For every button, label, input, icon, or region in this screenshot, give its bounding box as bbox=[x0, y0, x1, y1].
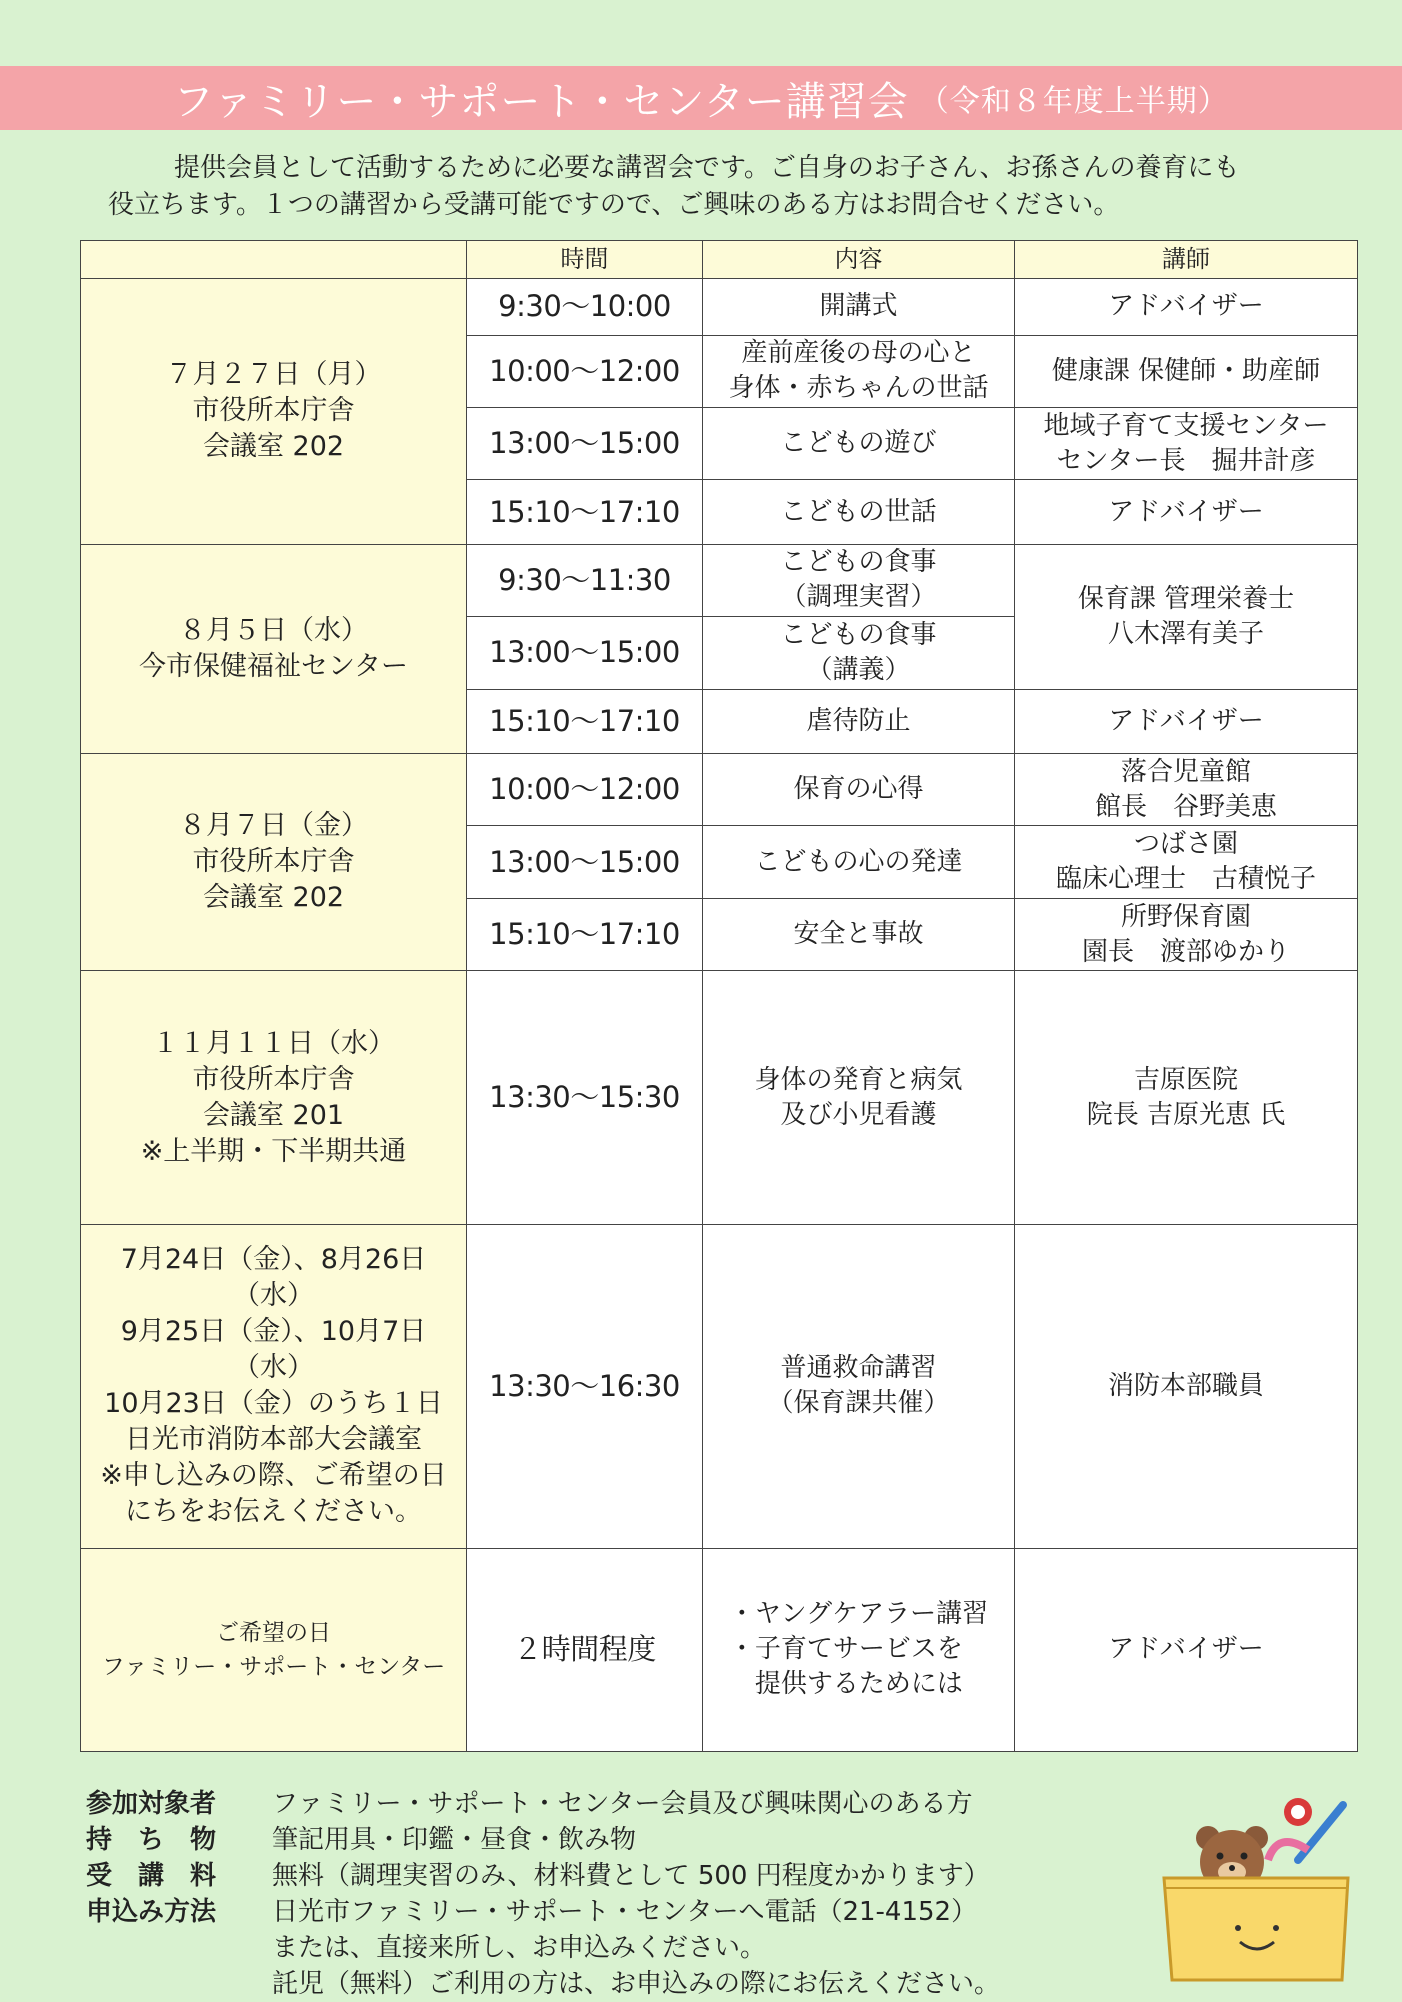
session-lecturer-line: 所野保育園 bbox=[1120, 901, 1251, 932]
session-date-line: ご希望の日 bbox=[216, 1619, 331, 1646]
footer-value: ファミリー・サポート・センター会員及び興味関心のある方 bbox=[272, 1789, 973, 1819]
footer-value: 託児（無料）ご利用の方は、お申込みの際にお伝えください。 bbox=[272, 1969, 1001, 1999]
session-time-cell: 15:10～17:10 bbox=[467, 689, 703, 753]
footer-label: 持 ち 物 bbox=[86, 1825, 217, 1855]
session-lecturer-cell bbox=[1015, 480, 1358, 544]
session-date-line: ※申し込みの際、ご希望の日 bbox=[100, 1460, 447, 1492]
session-content-cell bbox=[703, 617, 1015, 689]
session-lecturer-line: センター長 掘井計彦 bbox=[1056, 445, 1316, 476]
table-header-row bbox=[81, 241, 1358, 279]
schedule-table bbox=[80, 240, 1358, 1752]
session-date-line: 会議室 202 bbox=[202, 882, 345, 914]
session-lecturer-line: 地域子育て支援センター bbox=[1043, 410, 1329, 441]
session-date-cell bbox=[81, 1548, 467, 1751]
session-date-line: 市役所本庁舎 bbox=[192, 846, 355, 878]
session-content-line: ・子育てサービスを bbox=[728, 1634, 963, 1665]
session-date-cell bbox=[81, 753, 467, 970]
intro-line-1: 提供会員として活動するために必要な講習会です。ご自身のお子さん、お孫さんの養育にも bbox=[174, 153, 1240, 183]
table-row bbox=[81, 279, 1358, 335]
session-lecturer-cell bbox=[1015, 335, 1358, 407]
table-row bbox=[81, 753, 1358, 825]
toy-box-with-bear-icon bbox=[1148, 1790, 1362, 1990]
session-date-cell bbox=[81, 1224, 467, 1548]
table-row bbox=[81, 971, 1358, 1225]
session-content-line: 保育の心得 bbox=[793, 774, 924, 805]
session-lecturer-line: アドバイザー bbox=[1108, 496, 1264, 527]
session-lecturer-line: 消防本部職員 bbox=[1107, 1370, 1264, 1401]
session-lecturer-line: つばさ園 bbox=[1133, 829, 1238, 860]
session-content-cell bbox=[703, 689, 1015, 753]
session-content-cell bbox=[703, 335, 1015, 407]
session-lecturer-cell bbox=[1015, 898, 1358, 970]
footer-label bbox=[86, 1966, 272, 2002]
session-lecturer-cell bbox=[1015, 1548, 1358, 1751]
session-time-cell: 9:30～11:30 bbox=[467, 544, 703, 616]
session-time-cell: 9:30～10:00 bbox=[467, 279, 703, 335]
session-lecturer-cell bbox=[1015, 1224, 1358, 1548]
footer-row bbox=[86, 1858, 1086, 1894]
footer-row bbox=[86, 1822, 1086, 1858]
session-date-cell bbox=[81, 279, 467, 545]
session-content-line: 産前産後の母の心と bbox=[741, 338, 976, 369]
session-time-cell: 13:00～15:00 bbox=[467, 407, 703, 479]
session-content-cell bbox=[703, 971, 1015, 1225]
session-lecturer-cell bbox=[1015, 279, 1358, 335]
session-date-cell bbox=[81, 971, 467, 1225]
session-date-line: 7月24日（金）、8月26日（水） bbox=[120, 1244, 427, 1312]
session-lecturer-line: アドバイザー bbox=[1108, 705, 1264, 736]
session-lecturer-line: 臨床心理士 古積悦子 bbox=[1055, 864, 1316, 895]
page-title: ファミリー・サポート・センター講習会 bbox=[173, 78, 909, 125]
session-date-line: にちをお伝えください。 bbox=[125, 1496, 422, 1528]
session-time-cell: 10:00～12:00 bbox=[467, 753, 703, 825]
session-lecturer-line: アドバイザー bbox=[1108, 1634, 1264, 1665]
session-lecturer-cell bbox=[1015, 971, 1358, 1225]
table-row bbox=[81, 544, 1358, 616]
title-bar bbox=[0, 66, 1402, 130]
session-lecturer-line: 保育課 管理栄養士 bbox=[1077, 583, 1295, 614]
session-date-line: 9月25日（金）、10月7日（水） bbox=[120, 1316, 427, 1384]
footer-row bbox=[86, 1930, 1086, 1966]
footer-label bbox=[86, 1930, 272, 1966]
session-content-line: こどもの食事 bbox=[780, 547, 937, 578]
session-lecturer-line: アドバイザー bbox=[1108, 291, 1264, 322]
session-date-cell bbox=[81, 544, 467, 753]
header-content: 内容 bbox=[703, 241, 1015, 279]
footer-info bbox=[86, 1786, 1086, 2002]
footer-row bbox=[86, 1786, 1086, 1822]
session-date-line: ８月５日（水） bbox=[179, 614, 368, 646]
session-date-line: １１月１１日（水） bbox=[152, 1027, 395, 1059]
session-time-cell: 15:10～17:10 bbox=[467, 480, 703, 544]
session-lecturer-line: 院長 吉原光恵 氏 bbox=[1086, 1099, 1286, 1130]
session-time-cell: 13:00～15:00 bbox=[467, 617, 703, 689]
header-lecturer: 講師 bbox=[1015, 241, 1358, 279]
footer-label: 申込み方法 bbox=[86, 1897, 217, 1927]
session-date-line: 市役所本庁舎 bbox=[192, 395, 355, 427]
session-content-line: 及び小児看護 bbox=[780, 1099, 937, 1130]
session-content-cell bbox=[703, 898, 1015, 970]
session-time-cell: 13:00～15:00 bbox=[467, 826, 703, 898]
session-content-line: 身体の発育と病気 bbox=[754, 1064, 963, 1095]
footer-label: 参加対象者 bbox=[86, 1789, 217, 1819]
footer-value: 無料（調理実習のみ、材料費として 500 円程度かかります） bbox=[272, 1861, 990, 1891]
session-time-cell: 13:30～15:30 bbox=[467, 971, 703, 1225]
footer-value: または、直接来所し、お申込みください。 bbox=[272, 1933, 767, 1963]
session-content-cell bbox=[703, 1224, 1015, 1548]
session-content-line: 安全と事故 bbox=[793, 919, 924, 950]
session-content-cell bbox=[703, 753, 1015, 825]
session-lecturer-line: 八木澤有美子 bbox=[1107, 618, 1264, 649]
session-date-line: ファミリー・サポート・センター bbox=[101, 1653, 446, 1680]
session-content-line: 開講式 bbox=[819, 291, 898, 322]
table-row bbox=[81, 1548, 1358, 1751]
session-content-line: （保育課共催） bbox=[767, 1388, 950, 1419]
session-date-line: ７月２７日（月） bbox=[165, 359, 382, 391]
session-date-line: 日光市消防本部大会議室 bbox=[125, 1424, 422, 1456]
header-time: 時間 bbox=[467, 241, 703, 279]
session-content-cell bbox=[703, 407, 1015, 479]
session-date-line: ８月７日（金） bbox=[179, 810, 368, 842]
session-lecturer-line: 健康課 保健師・助産師 bbox=[1051, 355, 1321, 386]
session-lecturer-cell bbox=[1015, 826, 1358, 898]
session-content-line: 虐待防止 bbox=[806, 705, 911, 736]
content-bullet-list bbox=[729, 1597, 988, 1702]
session-content-line: （調理実習） bbox=[780, 582, 937, 613]
session-lecturer-cell bbox=[1015, 689, 1358, 753]
session-content-cell bbox=[703, 544, 1015, 616]
table-row bbox=[81, 1224, 1358, 1548]
session-lecturer-cell bbox=[1015, 544, 1358, 689]
footer-label: 受 講 料 bbox=[86, 1861, 217, 1891]
footer-row bbox=[86, 1966, 1086, 2002]
session-lecturer-line: 園長 渡部ゆかり bbox=[1081, 936, 1290, 967]
session-date-line: 会議室 202 bbox=[202, 431, 345, 463]
session-content-cell bbox=[703, 480, 1015, 544]
session-lecturer-line: 落合児童館 bbox=[1120, 756, 1251, 787]
session-content-line: ・ヤングケアラー講習 bbox=[728, 1599, 989, 1630]
footer-value: 筆記用具・印鑑・昼食・飲み物 bbox=[272, 1825, 637, 1855]
intro-line-2: 役立ちます。１つの講習から受講可能ですので、ご興味のある方はお問合せください。 bbox=[108, 190, 1120, 220]
footer-value: 日光市ファミリー・サポート・センターへ電話（21-4152） bbox=[272, 1897, 978, 1927]
session-time-cell: ２時間程度 bbox=[467, 1548, 703, 1751]
session-content-line: （講義） bbox=[806, 654, 911, 685]
session-content-cell bbox=[703, 279, 1015, 335]
session-lecturer-line: 吉原医院 bbox=[1133, 1064, 1238, 1095]
session-content-cell bbox=[703, 1548, 1015, 1751]
session-time-cell: 10:00～12:00 bbox=[467, 335, 703, 407]
page-title-sub: （令和８年度上半期） bbox=[918, 84, 1229, 119]
session-date-line: 10月23日（金）のうち１日 bbox=[104, 1388, 443, 1420]
session-time-cell: 15:10～17:10 bbox=[467, 898, 703, 970]
session-lecturer-cell bbox=[1015, 753, 1358, 825]
header-blank bbox=[81, 241, 467, 279]
session-content-line: こどもの食事 bbox=[780, 619, 937, 650]
session-date-line: 今市保健福祉センター bbox=[139, 650, 408, 682]
session-content-line: 提供するためには bbox=[728, 1669, 963, 1700]
session-date-line: 会議室 201 bbox=[202, 1099, 345, 1131]
session-lecturer-line: 館長 谷野美恵 bbox=[1094, 791, 1277, 822]
intro-text bbox=[108, 150, 1318, 224]
session-content-cell bbox=[703, 826, 1015, 898]
footer-row bbox=[86, 1894, 1086, 1930]
session-content-line: 普通救命講習 bbox=[780, 1353, 937, 1384]
session-content-line: こどもの遊び bbox=[780, 428, 937, 459]
session-content-line: 身体・赤ちゃんの世話 bbox=[728, 373, 989, 404]
session-content-line: こどもの心の発達 bbox=[754, 846, 963, 877]
session-lecturer-cell bbox=[1015, 407, 1358, 479]
session-date-line: 市役所本庁舎 bbox=[192, 1063, 355, 1095]
session-content-line: こどもの世話 bbox=[780, 496, 937, 527]
session-date-line: ※上半期・下半期共通 bbox=[140, 1135, 407, 1167]
session-time-cell: 13:30～16:30 bbox=[467, 1224, 703, 1548]
